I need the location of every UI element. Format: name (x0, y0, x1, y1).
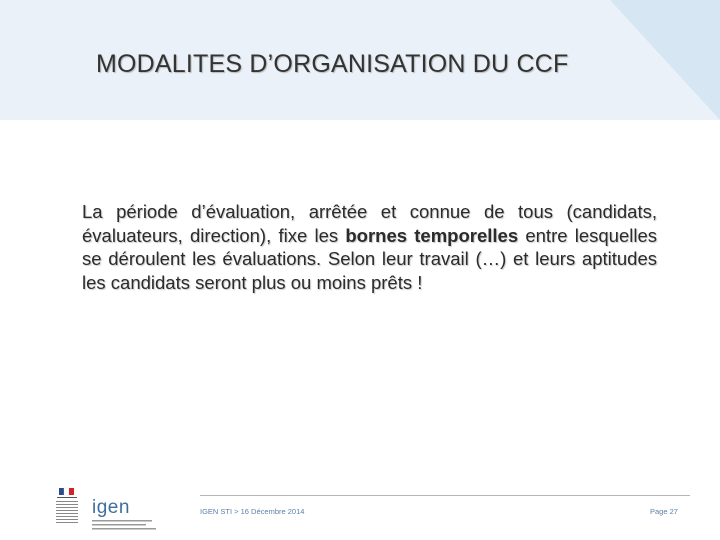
footer-date-text: IGEN STI > 16 Décembre 2014 (200, 507, 305, 516)
igen-logo (92, 497, 130, 539)
igen-logo-subtext-graphic (92, 519, 170, 533)
header-corner-decoration (610, 0, 720, 120)
paragraph-text-1: La période d’évaluation, arrêtée et connue de tous (candidats, évaluateurs, direction), fixe les (82, 201, 657, 246)
igen-logo-text: igen (92, 497, 130, 518)
paragraph-bold-1: bornes (345, 224, 408, 246)
paragraph-text-2: entre lesquelles se déroulent les évaluations. Selon leur travail (…) et leurs aptitudes les candidats seront plus ou moins prêts ! (82, 224, 658, 293)
slide-body-paragraph (82, 200, 657, 294)
paragraph-bold-2: temporelles (414, 224, 519, 246)
slide-title: MODALITES D’ORGANISATION DU CCF (96, 50, 569, 78)
footer-page-number: Page 27 (650, 507, 678, 516)
republique-francaise-logo (52, 485, 82, 533)
footer-divider (200, 495, 690, 496)
